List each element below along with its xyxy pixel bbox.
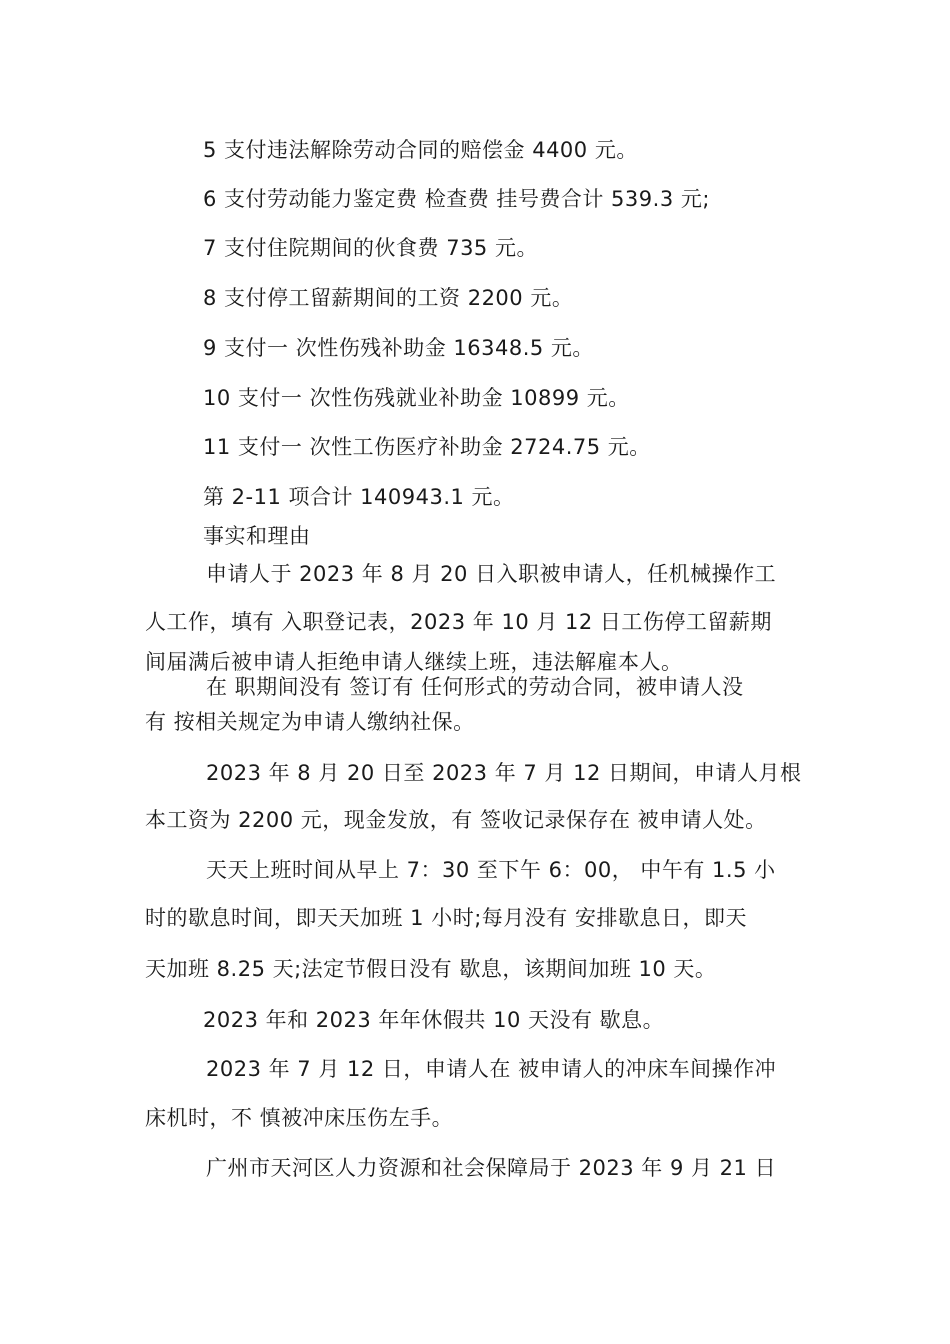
paragraph-line: 天天上班时间从早上 7：30 至下午 6：00， 中午有 1.5 小 — [206, 858, 776, 882]
paragraph-line: 在 职期间没有 签订有 任何形式的劳动合同，被申请人没 — [206, 675, 744, 699]
paragraph-line: 申请人于 2023 年 8 月 20 日入职被申请人，任机械操作工 — [206, 562, 777, 586]
text-line-item-5: 5 支付违法解除劳动合同的赔偿金 4400 元。 — [203, 138, 638, 162]
text-line-item-9: 9 支付一 次性伤残补助金 16348.5 元。 — [203, 336, 594, 360]
paragraph-line: 2023 年和 2023 年年休假共 10 天没有 歇息。 — [203, 1008, 665, 1032]
paragraph-line: 人工作，填有 入职登记表，2023 年 10 月 12 日工伤停工留薪期 — [145, 610, 772, 634]
paragraph-line: 有 按相关规定为申请人缴纳社保。 — [145, 710, 475, 734]
section-heading: 事实和理由 — [203, 524, 311, 548]
text-line-total: 第 2-11 项合计 140943.1 元。 — [203, 485, 515, 509]
text-line-item-6: 6 支付劳动能力鉴定费 检查费 挂号费合计 539.3 元; — [203, 187, 710, 211]
paragraph-line: 时的歇息时间，即天天加班 1 小时;每月没有 安排歇息日，即天 — [145, 906, 747, 930]
paragraph-line: 2023 年 8 月 20 日至 2023 年 7 月 12 日期间，申请人月根 — [206, 761, 802, 785]
text-line-item-7: 7 支付住院期间的伙食费 735 元。 — [203, 236, 538, 260]
text-line-item-8: 8 支付停工留薪期间的工资 2200 元。 — [203, 286, 574, 310]
paragraph-line: 广州市天河区人力资源和社会保障局于 2023 年 9 月 21 日 — [206, 1156, 777, 1180]
paragraph-line: 2023 年 7 月 12 日，申请人在 被申请人的冲床车间操作冲 — [206, 1057, 777, 1081]
paragraph-line: 本工资为 2200 元，现金发放，有 签收记录保存在 被申请人处。 — [145, 808, 767, 832]
text-line-item-10: 10 支付一 次性伤残就业补助金 10899 元。 — [203, 386, 630, 410]
text-line-item-11: 11 支付一 次性工伤医疗补助金 2724.75 元。 — [203, 435, 651, 459]
paragraph-line: 间届满后被申请人拒绝申请人继续上班，违法解雇本人。 — [145, 650, 683, 674]
paragraph-line: 天加班 8.25 天;法定节假日没有 歇息，该期间加班 10 天。 — [145, 957, 717, 981]
paragraph-line: 床机时，不 慎被冲床压伤左手。 — [145, 1106, 454, 1130]
